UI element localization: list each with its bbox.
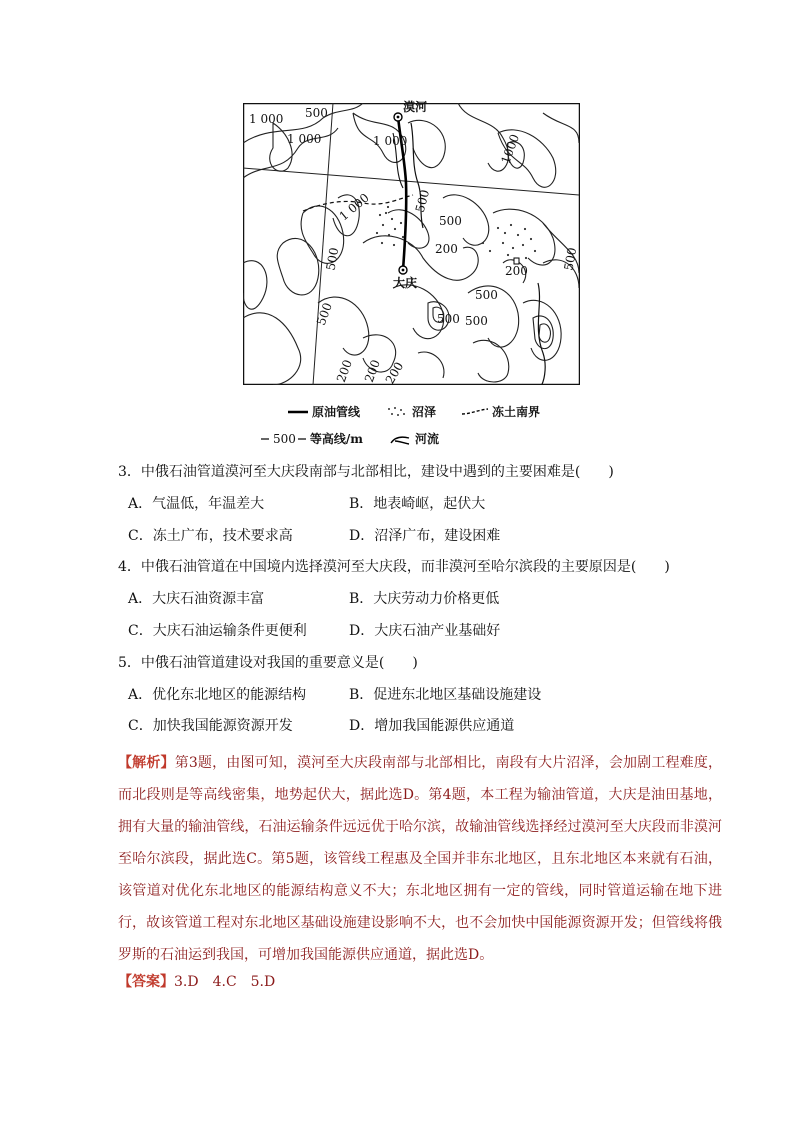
legend-swamp: [386, 403, 436, 420]
question-5-option-b: B．促进东北地区基础设施建设: [349, 687, 542, 703]
question-3-option-b: B．地表崎岖，起伏大: [349, 496, 486, 512]
contour-label: 1 000: [249, 112, 284, 126]
contour-label: 200: [505, 264, 528, 278]
contour-label: 500: [305, 106, 328, 120]
contour-label: 500: [313, 300, 335, 328]
legend-pipeline: [288, 403, 360, 420]
contour-label: 1 000: [287, 132, 322, 146]
question-5-option-a: A．优化东北地区的能源结构: [128, 687, 307, 703]
analysis-paragraph: [118, 747, 722, 971]
legend-river-label: 河流: [415, 432, 440, 446]
question-5-stem: 5．中俄石油管道建设对我国的重要意义是( ): [118, 655, 418, 671]
map-legend-row-2: [261, 430, 465, 447]
question-3-option-a: A．气温低，年温差大: [128, 496, 265, 512]
question-3-stem: 3．中俄石油管道漠河至大庆段南部与北部相比，建设中遇到的主要困难是( ): [118, 464, 614, 480]
legend-river: [389, 430, 439, 447]
contour-label: 1 000: [336, 190, 372, 224]
question-5-option-c: C．加快我国能源资源开发: [128, 718, 293, 734]
contour-label: 500: [439, 214, 462, 228]
contour-label: 200: [361, 357, 383, 385]
question-4-option-c: C．大庆石油运输条件更便利: [128, 623, 307, 639]
legend-permafrost-label: 冻土南界: [492, 405, 541, 419]
contour-label: 200: [333, 357, 355, 385]
contour-label: 200: [382, 359, 407, 387]
contour-label: 500: [437, 312, 460, 326]
river-symbol-icon: [389, 433, 411, 445]
contour-label: 1000: [498, 132, 523, 166]
contour-label: 500: [412, 188, 433, 214]
analysis-tag: 【解析】: [118, 755, 175, 771]
swamp-symbol-icon: [386, 406, 408, 418]
question-4-stem: 4．中俄石油管道在中国境内选择漠河至大庆段，而非漠河至哈尔滨段的主要原因是( ): [118, 559, 670, 575]
contour-label: 1 000: [373, 134, 408, 148]
answer-text: 3.D 4.C 5.D: [174, 974, 276, 990]
question-3-option-d: D．沼泽广布，建设困难: [349, 528, 501, 544]
analysis-text: 第3题，由图可知，漠河至大庆段南部与北部相比，南段有大片沼泽，会加剧工程难度，而北段则是等高线密集，地势起伏大，据此选D。第4题，本工程为输油管道，大庆是油田基地，拥有大量的输油管线，石油运输条件远远优于哈尔滨，故输油管线选择经过漠河至大庆段而非漠河至哈尔滨段，据此选C。第5题，该管线工程惠及全国并非东北地区，且东北地区本来就有石油，该管道对优化东北地区的能源结构意义不大；东北地区拥有一定的管线，同时管道运输在地下进行，故该管道工程对东北地区基础设施建设影响不大，也不会加快中国能源资源开发；但管线将俄罗斯的石油运到我国，可增加我国能源供应通道，据此选D。: [118, 755, 723, 963]
question-4-option-a: A．大庆石油资源丰富: [128, 591, 265, 607]
contour-label: 500: [323, 246, 342, 272]
legend-contour: [261, 430, 363, 447]
question-3-option-c: C．冻土广布，技术要求高: [128, 528, 293, 544]
contour-line-icon: [298, 436, 306, 442]
answer-line: [118, 971, 275, 991]
answer-tag: 【答案】: [118, 974, 174, 990]
legend-permafrost: [462, 403, 540, 420]
map-legend-row-1: [288, 403, 566, 420]
permafrost-line-icon: [462, 408, 488, 416]
legend-pipeline-label: 原油管线: [312, 405, 361, 419]
legend-contour-value: 500: [273, 431, 296, 446]
question-4-option-d: D．大庆石油产业基础好: [349, 623, 501, 639]
contour-label: 200: [435, 242, 458, 256]
pipeline-symbol-icon: [288, 409, 308, 415]
contour-map: [243, 100, 580, 387]
question-5-option-d: D．增加我国能源供应通道: [349, 718, 515, 734]
legend-swamp-label: 沼泽: [412, 405, 437, 419]
legend-contour-label: 等高线/m: [309, 432, 363, 446]
contour-label: 500: [465, 314, 488, 328]
place-label-mohe: 漠河: [403, 100, 428, 114]
contour-label: 500: [561, 246, 580, 272]
contour-label: 500: [475, 288, 498, 302]
place-label-daqing: 大庆: [393, 276, 418, 290]
question-4-option-b: B．大庆劳动力价格更低: [349, 591, 500, 607]
contour-line-icon: [261, 436, 269, 442]
